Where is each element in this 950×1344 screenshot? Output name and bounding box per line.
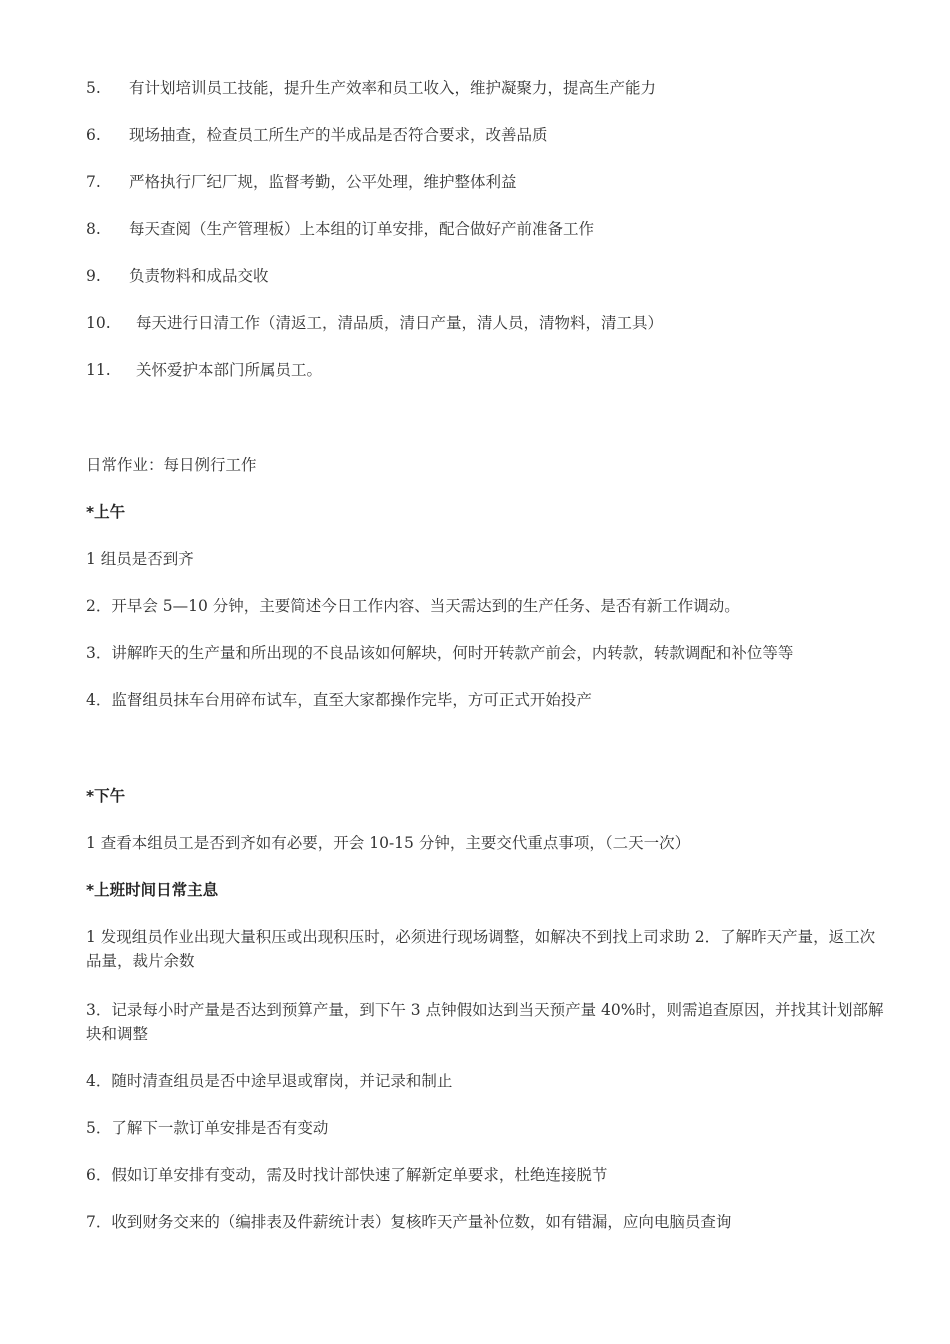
worktime-item: 1 发现组员作业出现大量积压或出现积压时，必须进行现场调整，如解决不到找上司求助 2．了解昨天产量，返工次品量，裁片余数 [86, 928, 876, 970]
duty-item [86, 217, 886, 241]
duty-number: 11. [86, 361, 111, 379]
duty-item [86, 76, 886, 100]
morning-item: 2．开早会 5—10 分钟，主要简述今日工作内容、当天需达到的生产任务、是否有新工作调动。 [86, 597, 740, 615]
worktime-item: 7．收到财务交来的（编排表及件薪统计表）复核昨天产量补位数，如有错漏，应向电脑员查询 [86, 1213, 732, 1231]
duty-item [86, 123, 886, 147]
worktime-item: 4．随时清查组员是否中途早退或窜岗，并记录和制止 [86, 1072, 453, 1090]
duty-item [86, 264, 886, 288]
morning-item: 4．监督组员抹车台用碎布试车，直至大家都操作完毕，方可正式开始投产 [86, 691, 592, 709]
worktime-item: 6．假如订单安排有变动，需及时找计部快速了解新定单要求，杜绝连接脱节 [86, 1166, 608, 1184]
morning-item: 1 组员是否到齐 [86, 550, 194, 568]
duty-text: 关怀爱护本部门所属员工。 [136, 361, 323, 379]
duty-number: 9. [86, 267, 101, 285]
duty-text: 严格执行厂纪厂规，监督考勤，公平处理，维护整体利益 [129, 173, 517, 191]
duty-text: 每天进行日清工作（清返工，清品质，清日产量，清人员，清物料，清工具） [136, 314, 664, 332]
duty-item [86, 170, 886, 194]
worktime-item: 5．了解下一款订单安排是否有变动 [86, 1119, 329, 1137]
duty-number: 7. [86, 173, 101, 191]
duty-text: 有计划培训员工技能，提升生产效率和员工收入，维护凝聚力，提高生产能力 [129, 79, 657, 97]
duty-text: 负责物料和成品交收 [129, 267, 269, 285]
morning-item: 3．讲解昨天的生产量和所出现的不良品该如何解块，何时开转款产前会，内转款，转款调配和补位等等 [86, 644, 794, 662]
duty-text: 每天查阅（生产管理板）上本组的订单安排，配合做好产前准备工作 [129, 220, 595, 238]
duty-number: 10. [86, 314, 111, 332]
duty-text: 现场抽查，检查员工所生产的半成品是否符合要求，改善品质 [129, 126, 548, 144]
duty-number: 8. [86, 220, 101, 238]
morning-heading: *上午 [86, 503, 126, 521]
duty-item [86, 358, 886, 382]
duty-item [86, 311, 886, 335]
worktime-item: 3．记录每小时产量是否达到预算产量，到下午 3 点钟假如达到当天预产量 40%时，则需追查原因，并找其计划部解块和调整 [86, 1001, 884, 1043]
duty-number: 6. [86, 126, 101, 144]
daily-title: 日常作业：每日例行工作 [86, 456, 257, 474]
afternoon-item: 1 查看本组员工是否到齐如有必要，开会 10-15 分钟，主要交代重点事项，（二天一次） [86, 834, 691, 852]
worktime-heading: *上班时间日常主息 [86, 881, 219, 899]
afternoon-heading: *下午 [86, 787, 126, 805]
duty-number: 5. [86, 79, 101, 97]
